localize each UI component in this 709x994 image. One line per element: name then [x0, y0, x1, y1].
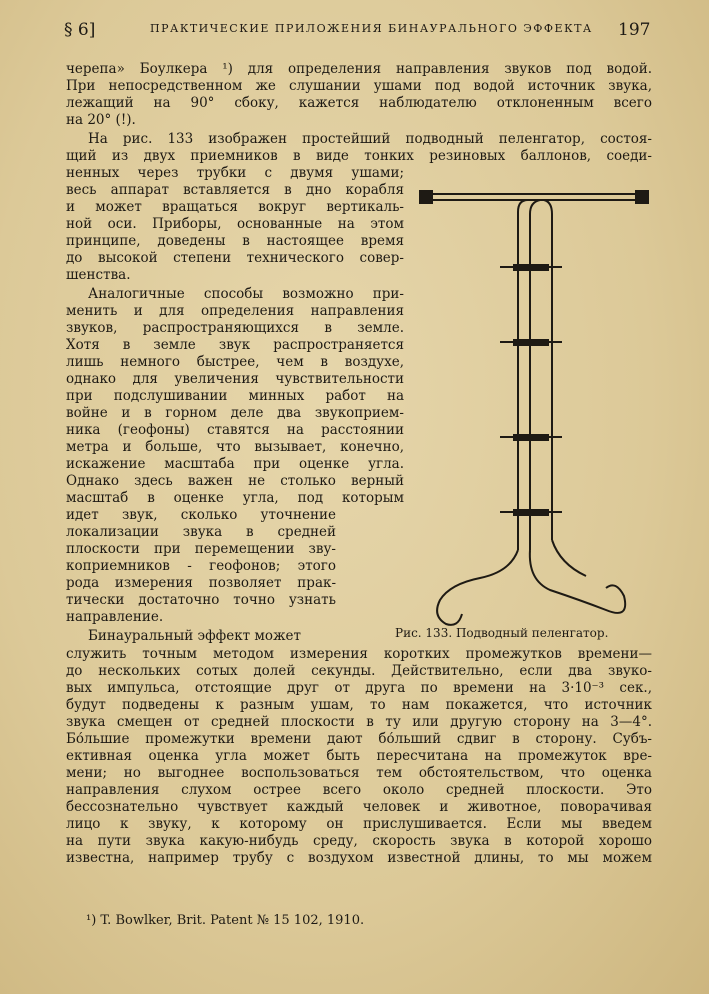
text-line: ной оси. Приборы, основанные на этом: [66, 216, 404, 232]
text-line: локализации звука в средней: [66, 524, 336, 540]
text-line: и может вращаться вокруг вертикаль-: [66, 199, 404, 215]
text-line: При непосредственном же слушании ушами под водой источник звука,: [66, 78, 652, 94]
text-line: ненных через трубки с двумя ушами;: [66, 165, 404, 181]
text-line: менить и для определения направления: [66, 303, 404, 319]
text-line: служить точным методом измерения коротких промежутков времени—: [66, 646, 652, 662]
text-line: лишь немного быстрее, чем в воздухе,: [66, 354, 404, 370]
text-line: мени; но выгоднее воспользоваться тем обстоятельством, что оценка: [66, 765, 652, 781]
text-line: черепа» Боулкера ¹) для определения направления звуков под водой.: [66, 61, 652, 77]
text-line: рода измерения позволяет прак-: [66, 575, 336, 591]
text-line: вых импульса, отстоящие друг от друга по времени на 3·10⁻³ сек.,: [66, 680, 652, 696]
text-line: до нескольких сотых долей секунды. Действительно, если два звуко-: [66, 663, 652, 679]
text-line: принципе, доведены в настоящее время: [66, 233, 404, 249]
text-line: идет звук, сколько уточнение: [66, 507, 336, 523]
text-line: ективная оценка угла может быть пересчитана на промежуток вре-: [66, 748, 652, 764]
text-line: масштаб в оценке угла, под которым: [66, 490, 404, 506]
running-title: ПРАКТИЧЕСКИЕ ПРИЛОЖЕНИЯ БИНАУРАЛЬНОГО ЭФФЕКТА: [150, 22, 593, 35]
text-line: лицо к звуку, к которому он прислушивается. Если мы введем: [66, 816, 652, 832]
text-line: Хотя в земле звук распространяется: [66, 337, 404, 353]
text-line: На рис. 133 изображен простейший подводный пеленгатор, состоя-: [88, 131, 652, 147]
text-line: звуков, распространяющихся в земле.: [66, 320, 404, 336]
text-line: коприемников - геофонов; этого: [66, 558, 336, 574]
text-line: известна, например трубу с воздухом известной длины, то мы можем: [66, 850, 652, 866]
text-line: направление.: [66, 609, 164, 625]
page-number: 197: [618, 20, 651, 40]
text-line: однако для увеличения чувствительности: [66, 371, 404, 387]
text-line: бессознательно чувствует каждый человек и животное, поворачивая: [66, 799, 652, 815]
text-line: войне и в горном деле два звукоприем-: [66, 405, 404, 421]
text-line: тически достаточно точно узнать: [66, 592, 336, 608]
text-line: будут подведены к разным ушам, то нам покажется, что источник: [66, 697, 652, 713]
text-line: на пути звука какую-нибудь среду, скорость звука в которой хорошо: [66, 833, 652, 849]
hydrophone-illustration: [410, 180, 650, 640]
text-line: направления слухом острее всего около средней плоскости. Это: [66, 782, 652, 798]
text-line: на 20° (!).: [66, 112, 136, 128]
text-line: искажение масштаба при оценке угла.: [66, 456, 404, 472]
text-line: при подслушивании минных работ на: [66, 388, 404, 404]
text-line: Бинауральный эффект может: [88, 628, 301, 644]
text-line: шенства.: [66, 267, 131, 283]
text-line: ника (геофоны) ставятся на расстоянии: [66, 422, 404, 438]
text-line: звука смещен от средней плоскости в ту или другую сторону на 3—4°.: [66, 714, 652, 730]
text-line: плоскости при перемещении зву-: [66, 541, 336, 557]
text-line: лежащий на 90° сбоку, кажется наблюдателю отклоненным всего: [66, 95, 652, 111]
text-line: Аналогичные способы возможно при-: [88, 286, 404, 302]
section-number: § 6]: [64, 20, 96, 40]
text-line: Однако здесь важен не столько верный: [66, 473, 404, 489]
footnote: ¹) T. Bowlker, Brit. Patent № 15 102, 1910.: [86, 913, 365, 928]
figure-caption: Рис. 133. Подводный пеленгатор.: [395, 626, 609, 640]
text-line: метра и больше, что вызывает, конечно,: [66, 439, 404, 455]
text-line: весь аппарат вставляется в дно корабля: [66, 182, 404, 198]
text-line: Бо́льшие промежутки времени дают бо́льший сдвиг в сторону. Субъ-: [66, 731, 652, 747]
text-line: щий из двух приемников в виде тонких резиновых баллонов, соеди-: [66, 148, 652, 164]
text-line: до высокой степени технического совер-: [66, 250, 404, 266]
